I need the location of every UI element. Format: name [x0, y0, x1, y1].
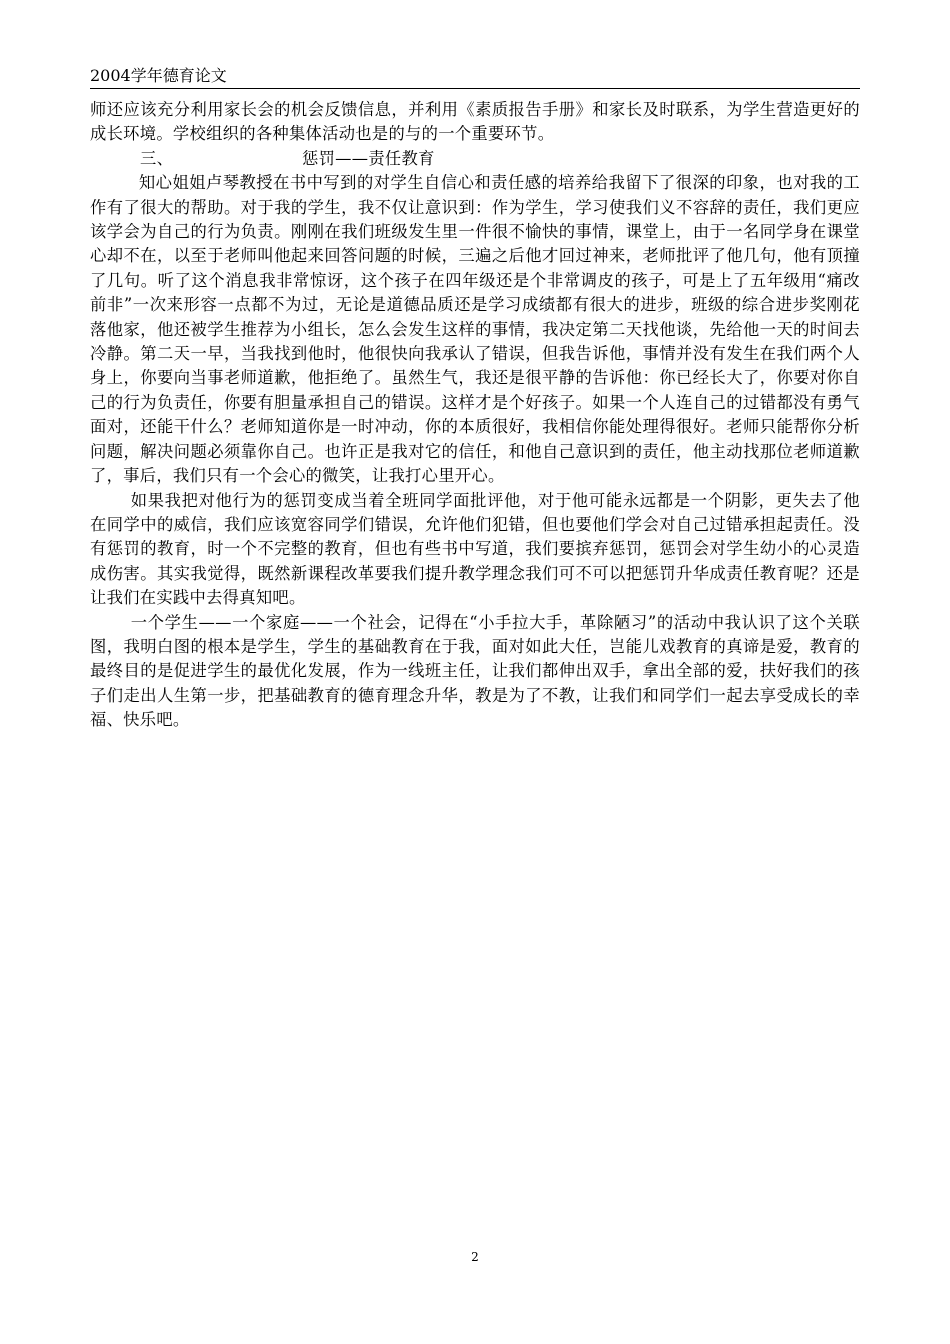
- paragraph-reflection: 如果我把对他行为的惩罚变成当着全班同学面批评他，对于他可能永远都是一个阴影，更失去了他在同学中的威信，我们应该宽容同学们错误，允许他们犯错，但也要他们学会对自己过错承担起责任。没有惩罚的教育，时一个不完整的教育，但也有些书中写道，我们要摈弃惩罚，惩罚会对学生幼小的心灵造成伤害。其实我觉得，既然新课程改革要我们提升教学理念我们可不可以把惩罚升华成责任教育呢？还是让我们在实践中去得真知吧。: [90, 490, 860, 608]
- paragraph-continuation: 师还应该充分利用家长会的机会反馈信息，并利用《素质报告手册》和家长及时联系，为学生营造更好的成长环境。学校组织的各种集体活动也是的与的一个重要环节。: [90, 100, 860, 144]
- paragraph-story: 知心姐姐卢琴教授在书中写到的对学生自信心和责任感的培养给我留下了很深的印象，也对我的工作有了很大的帮助。对于我的学生，我不仅让意识到：作为学生，学习使我们义不容辞的责任，我们更应该学会为自己的行为负责。刚刚在我们班级发生里一件很不愉快的事情，课堂上，由于一名同学身在课堂心却不在，以至于老师叫他起来回答问题的时候，三遍之后他才回过神来，老师批评了他几句，他有顶撞了几句。听了这个消息我非常惊讶，这个孩子在四年级还是个非常调皮的孩子，可是上了五年级用“痛改前非”一次来形容一点都不为过，无论是道德品质还是学习成绩都有很大的进步，班级的综合进步奖刚花落他家，他还被学生推荐为小组长，怎么会发生这样的事情，我决定第二天找他谈，先给他一天的时间去冷静。第二天一早，当我找到他时，他很快向我承认了错误，但我告诉他，事情并没有发生在我们两个人身上，你要向当事老师道歉，他拒绝了。虽然生气，我还是很平静的告诉他：你已经长大了，你要对你自己的行为负责任，你要有胆量承担自己的错误。这样才是个好孩子。如果一个人连自己的过错都没有勇气面对，还能干什么？老师知道你是一时冲动，你的本质很好，我相信你能处理得很好。老师只能帮你分析问题，解决问题必须靠你自己。也许正是我对它的信任，和他自己意识到的责任，他主动找那位老师道歉了，事后，我们只有一个会心的微笑，让我打心里开心。: [90, 173, 860, 486]
- paragraph-conclusion: 一个学生——一个家庭——一个社会，记得在“小手拉大手，革除陋习”的活动中我认识了这个关联图，我明白图的根本是学生，学生的基础教育在于我，面对如此大任，岂能儿戏教育的真谛是爱，教育的最终目的是促进学生的最优化发展，作为一线班主任，让我们都伸出双手，拿出全部的爱，扶好我们的孩子们走出人生第一步，把基础教育的德育理念升华，教是为了不教，让我们和同学们一起去享受成长的幸福、快乐吧。: [90, 612, 860, 730]
- section-heading-number: 三、: [140, 148, 174, 168]
- running-header: 2004学年德育论文: [90, 66, 860, 89]
- body-text: [90, 98, 860, 733]
- page-number: 2: [471, 1250, 479, 1264]
- section-heading-text: 惩罚——责任教育: [302, 148, 435, 168]
- section-heading: [90, 147, 860, 171]
